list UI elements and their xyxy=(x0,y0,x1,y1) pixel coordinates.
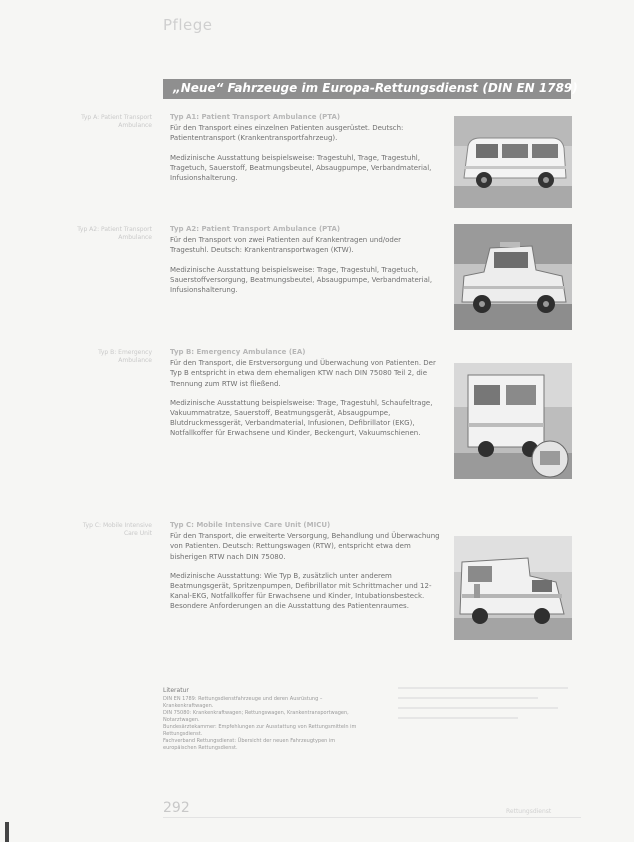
article-title-band xyxy=(163,79,578,99)
section-paragraph: Für den Transport, die Erstversorgung und Überwachung von Patienten. Der Typ B entspricht in etwa dem ehemaligen KTW nach DIN 75080 Teil 2, die Trennung zum RTW ist fließend. xyxy=(170,359,436,388)
binding-edge xyxy=(5,822,9,842)
section-paragraph: Medizinische Ausstattung: Wie Typ B, zusätzlich unter anderem Beatmungsgerät, Spritzenpumpen, Defibrillator mit Schrittmacher und 12-Kanal-EKG, Notfallkoffer für Erwachsene und Kinder, Intubationsbesteck. Besondere Anforderungen an die Ausstattung des Patientenraumes. xyxy=(170,571,432,611)
section-title: Typ A1: Patient Transport Ambulance (PTA) xyxy=(170,113,341,121)
section-title: Typ A2: Patient Transport Ambulance (PTA) xyxy=(170,225,341,233)
ambulance-van-photo xyxy=(454,116,572,208)
section-text xyxy=(170,224,440,304)
footer-divider xyxy=(163,817,581,818)
faded-line xyxy=(398,707,558,709)
side-label: Typ A: Patient Transport Ambulance xyxy=(81,114,152,129)
section-title: Typ B: Emergency Ambulance (EA) xyxy=(170,348,306,356)
section-paragraph: Medizinische Ausstattung beispielsweise: Trage, Tragestuhl, Tragetuch, Sauerstoffversorgung, Beatmungsbeutel, Absaugpumpe, Verbandmaterial, Infusionshalterung. xyxy=(170,265,433,295)
side-label: Typ A2: Patient Transport Ambulance xyxy=(77,226,152,241)
section-type-a1 xyxy=(0,108,634,208)
faded-line xyxy=(398,687,568,689)
section-paragraph: Für den Transport von zwei Patienten auf Krankentragen und/oder Tragestuhl. Deutsch: Krankentransportwagen (KTW). xyxy=(170,236,402,255)
faded-line xyxy=(398,697,538,699)
running-head: Pflege xyxy=(163,16,213,34)
section-paragraph: Für den Transport, die erweiterte Versorgung, Behandlung und Überwachung von Patienten. Deutsch: Rettungswagen (RTW), entspricht etwa dem bisherigen RTW nach DIN 75080. xyxy=(170,532,440,561)
page-number: 292 xyxy=(163,800,190,816)
footnote-line: DIN EN 1789: Rettungsdienstfahrzeuge und deren Ausrüstung – Krankenkraftwagen. xyxy=(163,696,323,709)
footnote-line: DIN 75080: Krankenkraftwagen; Rettungswagen, Krankentransportwagen, Notarztwagen. xyxy=(163,710,349,723)
publication-name: Rettungsdienst xyxy=(506,808,552,815)
footnote-line: Bundesärztekammer: Empfehlungen zur Ausstattung von Rettungsmitteln im Rettungsdienst. xyxy=(163,724,357,737)
footnotes-heading: Literatur xyxy=(163,687,189,694)
ambulance-car-photo xyxy=(454,224,572,330)
section-text xyxy=(170,112,440,192)
emergency-ambulance-photo xyxy=(454,363,572,479)
section-title: Typ C: Mobile Intensive Care Unit (MICU) xyxy=(170,521,331,529)
side-label: Typ C: Mobile Intensive Care Unit xyxy=(82,522,152,537)
section-type-a2 xyxy=(0,222,634,332)
section-text xyxy=(170,520,442,621)
section-type-b xyxy=(0,345,634,505)
side-label: Typ B: Emergency Ambulance xyxy=(98,349,152,364)
section-paragraph: Medizinische Ausstattung beispielsweise: Trage, Tragestuhl, Schaufeltrage, Vakuummatratze, Sauerstoff, Beatmungsgerät, Absaugpumpe, Blutdruckmessgerät, Verbandmaterial, Infusionen, Defibrillator (EKG), Notfallkoffer für Erwachsene und Kinder, Beckengurt, Vakuumschienen. xyxy=(170,398,433,438)
footnotes xyxy=(163,687,363,752)
footnote-line: Fachverband Rettungsdienst: Übersicht der neuen Fahrzeugtypen im europäischen Rettungsdienst. xyxy=(163,738,336,751)
micu-ambulance-photo xyxy=(454,536,572,640)
section-text xyxy=(170,347,442,448)
section-paragraph: Für den Transport eines einzelnen Patienten ausgerüstet. Deutsch: Patiententransport (Krankentransportfahrzeug). xyxy=(170,124,404,143)
section-type-c xyxy=(0,518,634,658)
section-paragraph: Medizinische Ausstattung beispielsweise: Tragestuhl, Trage, Tragestuhl, Tragetuch, Sauerstoff, Beatmungsbeutel, Absaugpumpe, Verbandmaterial, Infusionshalterung. xyxy=(170,153,432,183)
faded-notes xyxy=(398,687,568,727)
faded-line xyxy=(398,717,518,719)
article-title: „Neue“ Fahrzeuge im Europa-Rettungsdienst (DIN EN 1789) xyxy=(173,81,578,95)
